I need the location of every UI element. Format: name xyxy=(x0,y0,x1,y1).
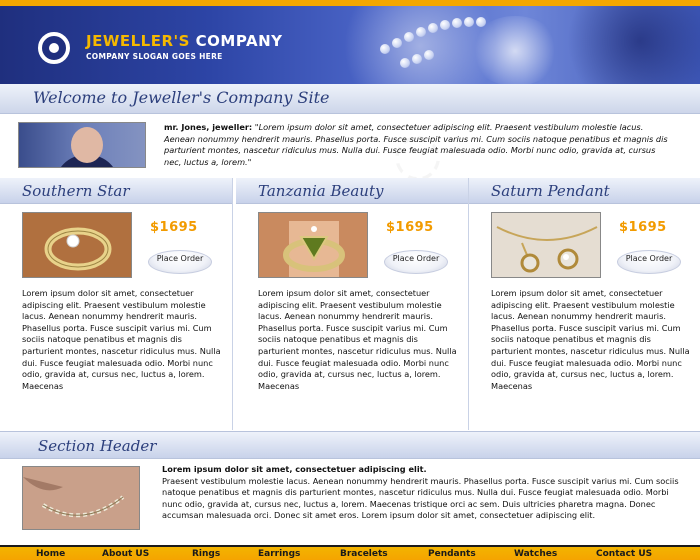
nav-earrings[interactable]: Earrings xyxy=(258,549,301,559)
nav-rings[interactable]: Rings xyxy=(192,549,221,559)
section-lead: Lorem ipsum dolor sit amet, consectetuer adipiscing elit. xyxy=(162,464,427,474)
necklace-image[interactable] xyxy=(22,466,140,530)
product-description: Lorem ipsum dolor sit amet, consectetuer adipiscing elit. Praesent vestibulum molestie lacus. Aenean nonummy hendrerit mauris. Phasellus porta. Fusce suscipit varius mi. Cum sociis natoque penatibus et magnis dis parturient montes, nascetur ridiculus mus. Nulla dui. Fusce feugiat malesuada odio. Morbi nunc odio, gravida at, cursus nec, luctus a, lorem. Maecenas xyxy=(258,288,457,391)
product-description: Lorem ipsum dolor sit amet, consectetuer adipiscing elit. Praesent vestibulum molestie lacus. Aenean nonummy hendrerit mauris. Phasellus porta. Fusce suscipit varius mi. Cum sociis natoque penatibus et magnis dis parturient montes, nascetur ridiculus mus. Nulla dui. Fusce feugiat malesuada odio. Morbi nunc odio, gravida at, cursus nec, luctus a, lorem. Maecenas xyxy=(491,288,690,391)
intro-quote xyxy=(164,122,672,168)
intro-author: mr. Jones, jeweller: xyxy=(164,122,253,132)
product-title-bar xyxy=(469,178,700,204)
product-title-bar xyxy=(0,178,232,204)
nav-watches[interactable]: Watches xyxy=(514,549,558,559)
products-section xyxy=(0,178,700,430)
company-slogan: COMPANY SLOGAN GOES HERE xyxy=(86,52,223,61)
site-header xyxy=(0,6,700,84)
jeweller-photo xyxy=(18,122,146,168)
product-price: $1695 xyxy=(150,220,198,235)
product-title: Southern Star xyxy=(22,182,130,200)
logo-icon[interactable] xyxy=(38,32,70,64)
section-header-bar xyxy=(0,431,700,459)
nav-contact-us[interactable]: Contact US xyxy=(596,549,653,559)
product-image-pendant[interactable] xyxy=(491,212,601,278)
product-price: $1695 xyxy=(386,220,434,235)
watermark: ◌ xyxy=(376,112,454,196)
welcome-title: Welcome to Jeweller's Company Site xyxy=(33,88,330,107)
product-title: Tanzania Beauty xyxy=(258,182,384,200)
nav-bracelets[interactable]: Bracelets xyxy=(340,549,388,559)
pearls-decoration xyxy=(380,14,500,74)
nav-about-us[interactable]: About US xyxy=(102,549,150,559)
product-card xyxy=(469,178,700,430)
nav-home[interactable]: Home xyxy=(36,549,66,559)
brand-name-part1: JEWELLER'S xyxy=(86,32,190,50)
section-header-title: Section Header xyxy=(38,437,157,455)
intro-text: "Lorem ipsum dolor sit amet, consectetuer adipiscing elit. Praesent vestibulum molestie lacus. Aenean nonummy hendrerit mauris. Phasellus porta. Fusce suscipit varius mi. Cum sociis natoque penatibus et magnis dis parturient montes, nascetur ridiculus mus. Nulla dui. Fusce feugiat malesuada odio. Morbi nunc odio, gravida at, cursus nec, luctus a, lorem." xyxy=(164,122,668,167)
product-title: Saturn Pendant xyxy=(491,182,610,200)
product-image-ring[interactable] xyxy=(22,212,132,278)
section-body xyxy=(162,464,682,522)
nav-pendants[interactable]: Pendants xyxy=(428,549,476,559)
product-card xyxy=(0,178,233,430)
product-price: $1695 xyxy=(619,220,667,235)
bottom-nav xyxy=(0,545,700,560)
section-text: Praesent vestibulum molestie lacus. Aenean nonummy hendrerit mauris. Phasellus porta. Fusce suscipit varius mi. Cum sociis natoque penatibus et magnis dis parturient montes, nascetur ridiculus mus. Nulla dui. Fusce feugiat malesuada odio. Morbi nunc odio, gravida at, cursus nec, luctus a, lorem. Maecenas tristique orci ac sem. Duis ultricies pharetra magna. Donec accumsan malesuada orci. Donec sit amet eros. Lorem ipsum dolor sit amet, consectetuer adipiscing elit. xyxy=(162,475,679,520)
welcome-bar xyxy=(0,84,700,114)
product-title-bar xyxy=(236,178,468,204)
product-image-ring[interactable] xyxy=(258,212,368,278)
place-order-button[interactable]: Place Order xyxy=(384,250,448,274)
product-card xyxy=(236,178,469,430)
product-description: Lorem ipsum dolor sit amet, consectetuer adipiscing elit. Praesent vestibulum molestie lacus. Aenean nonummy hendrerit mauris. Phasellus porta. Fusce suscipit varius mi. Cum sociis natoque penatibus et magnis dis parturient montes, nascetur ridiculus mus. Nulla dui. Fusce feugiat malesuada odio. Morbi nunc odio, gravida at, cursus nec, luctus a, lorem. Maecenas xyxy=(22,288,221,391)
brand-name[interactable] xyxy=(86,32,283,50)
place-order-button[interactable]: Place Order xyxy=(617,250,681,274)
brand-name-part2: COMPANY xyxy=(189,32,283,50)
place-order-button[interactable]: Place Order xyxy=(148,250,212,274)
